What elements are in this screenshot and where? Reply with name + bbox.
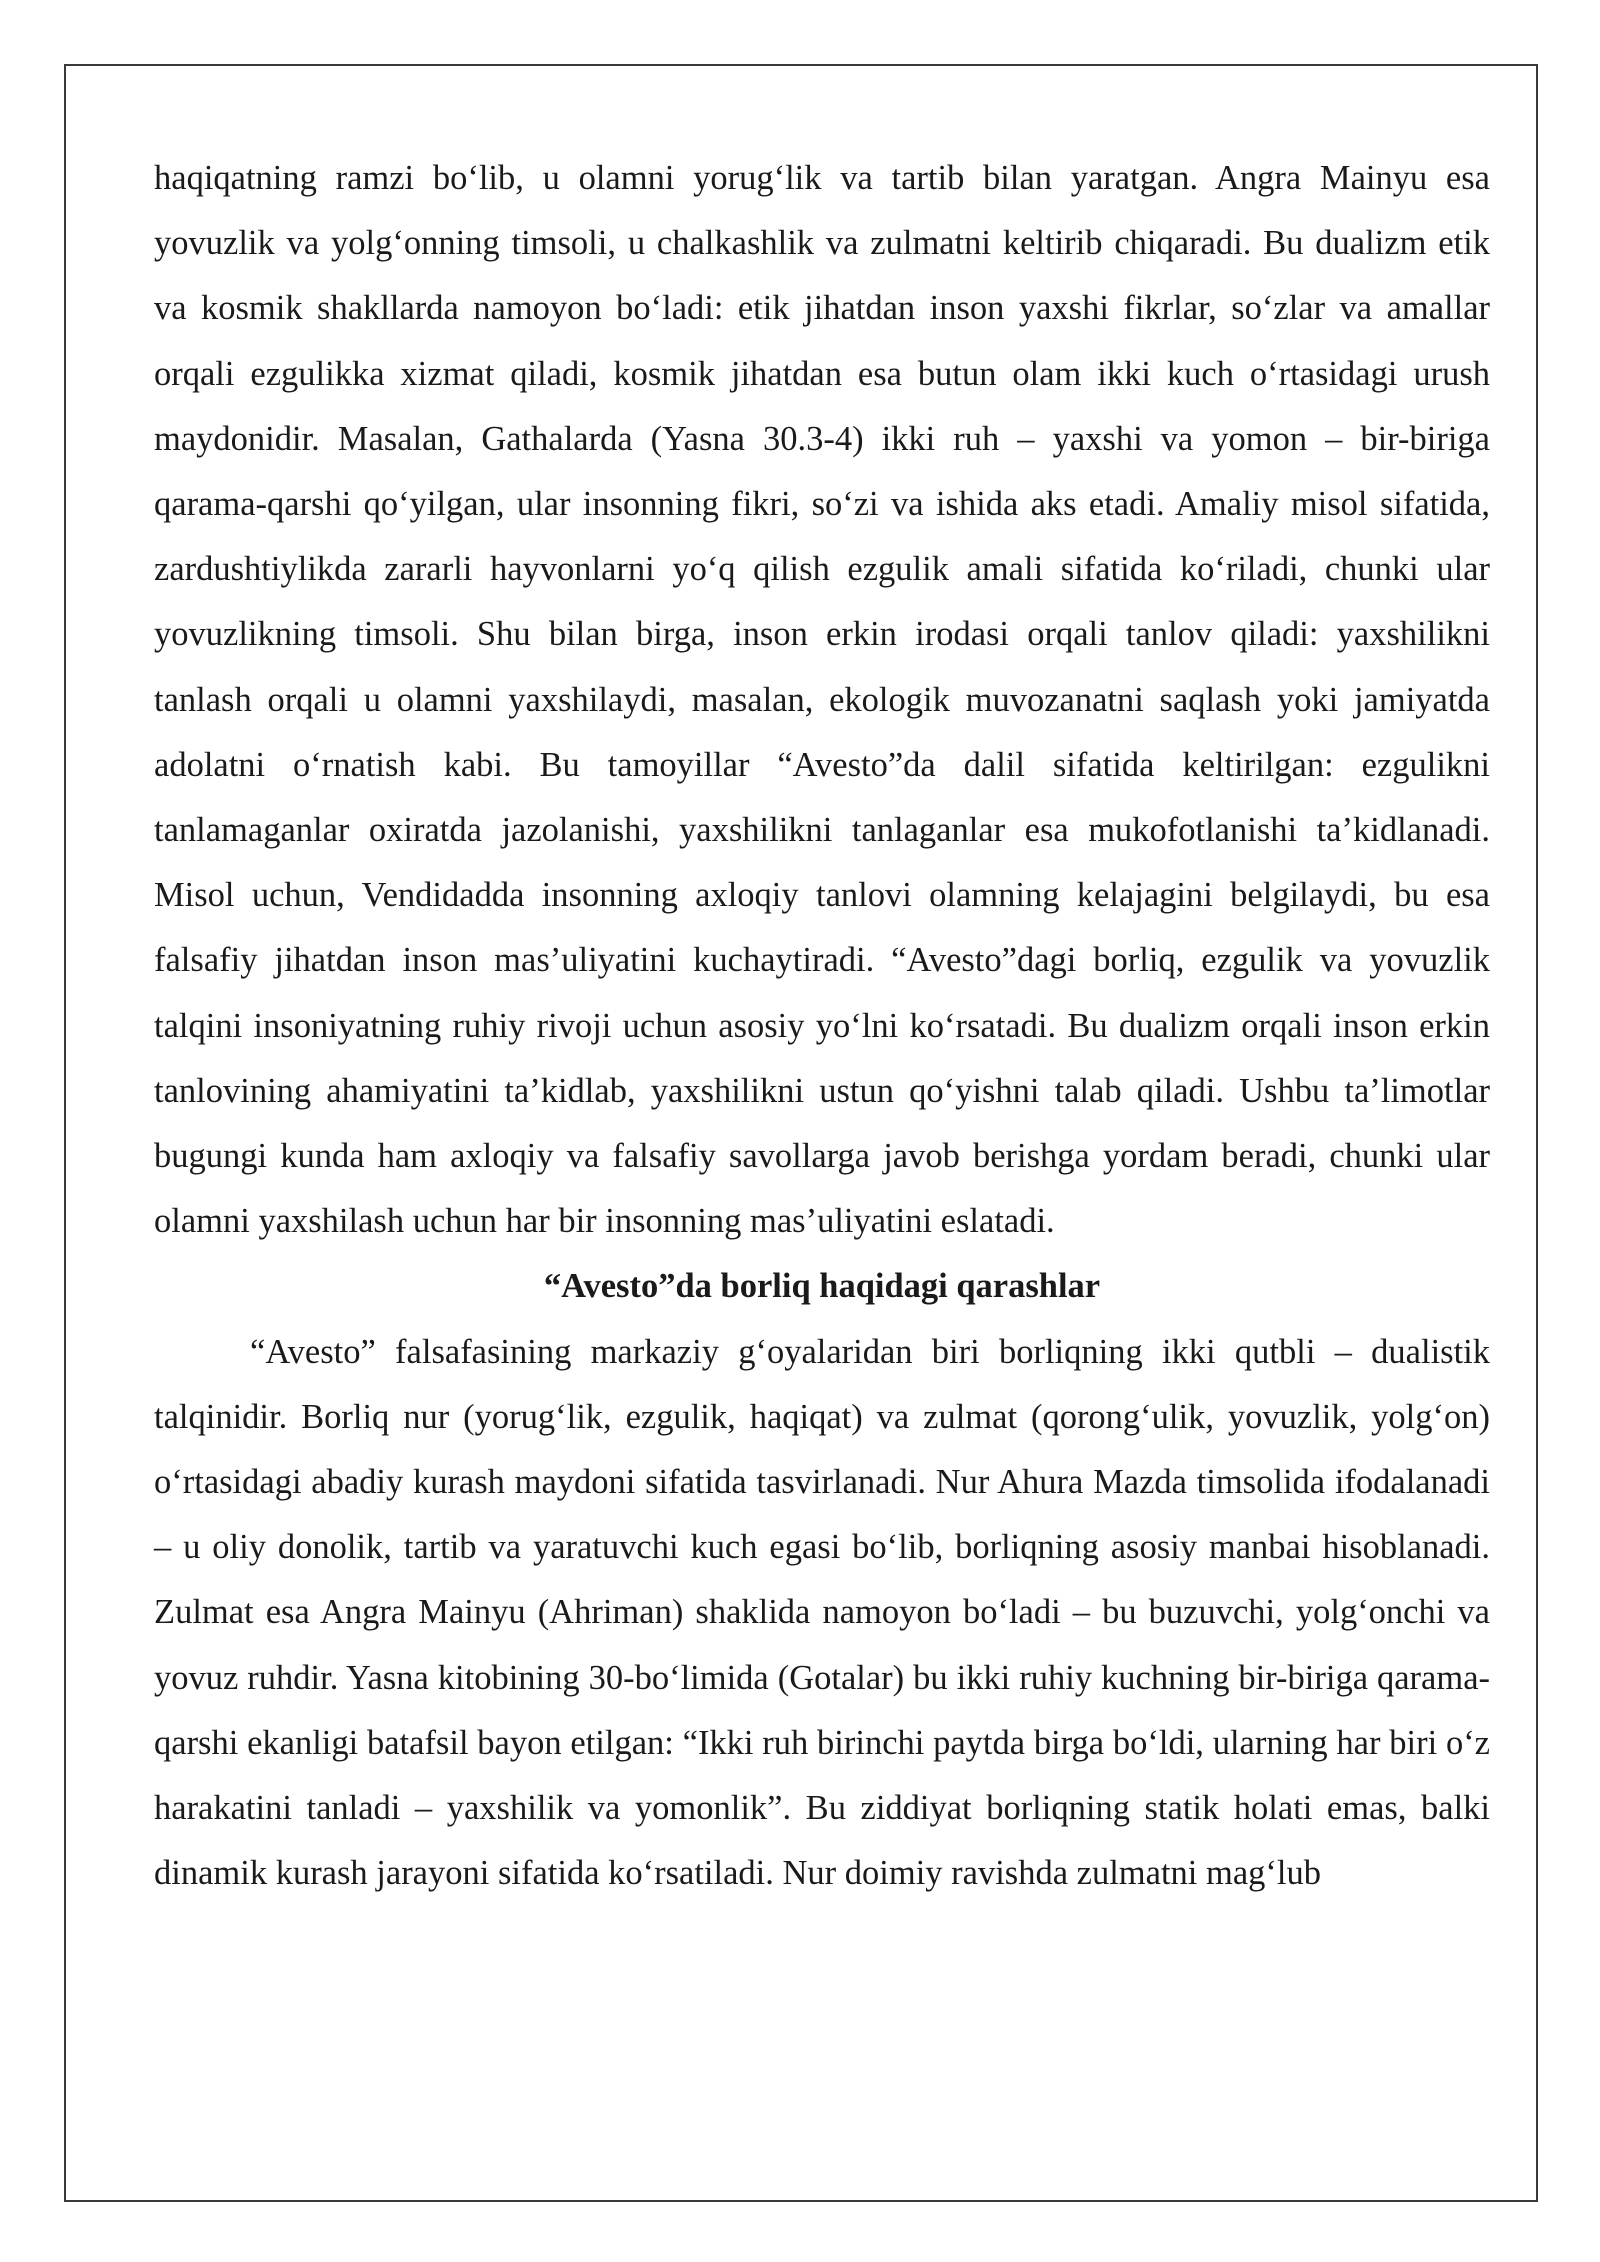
document-body [154,146,1490,1906]
paragraph-section-intro: “Avesto” falsafasining markaziy g‘oyalaridan biri borliqning ikki qutbli – dualistik talqinidir. Borliq nur (yorug‘lik, ezgulik, haqiqat) va zulmat (qorong‘ulik, yovuzlik, yolg‘on) o‘rtasidagi abadiy kurash maydoni sifatida tasvirlanadi. Nur Ahura Mazda timsolida ifodalanadi – u oliy donolik, tartib va yaratuvchi kuch egasi bo‘lib, borliqning asosiy manbai hisoblanadi. Zulmat esa Angra Mainyu (Ahriman) shaklida namoyon bo‘ladi – bu buzuvchi, yolg‘onchi va yovuz ruhdir. Yasna kitobining 30-bo‘limida (Gotalar) bu ikki ruhiy kuchning bir-biriga qarama-qarshi ekanligi batafsil bayon etilgan: “Ikki ruh birinchi paytda birga bo‘ldi, ularning har biri o‘z harakatini tanladi – yaxshilik va yomonlik”. Bu ziddiyat borliqning statik holati emas, balki dinamik kurash jarayoni sifatida ko‘rsatiladi. Nur doimiy ravishda zulmatni mag‘lub [154,1332,1490,1893]
paragraph-continued: haqiqatning ramzi bo‘lib, u olamni yorug‘lik va tartib bilan yaratgan. Angra Mainyu esa yovuzlik va yolg‘onning timsoli, u chalkashlik va zulmatni keltirib chiqaradi. Bu dualizm etik va kosmik shakllarda namoyon bo‘ladi: etik jihatdan inson yaxshi fikrlar, so‘zlar va amallar orqali ezgulikka xizmat qiladi, kosmik jihatdan esa butun olam ikki kuch o‘rtasidagi urush maydonidir. Masalan, Gathalarda (Yasna 30.3-4) ikki ruh – yaxshi va yomon – bir-biriga qarama-qarshi qo‘yilgan, ular insonning fikri, so‘zi va ishida aks etadi. Amaliy misol sifatida, zardushtiylikda zararli hayvonlarni yo‘q qilish ezgulik amali sifatida ko‘riladi, chunki ular yovuzlikning timsoli. Shu bilan birga, inson erkin irodasi orqali tanlov qiladi: yaxshilikni tanlash orqali u olamni yaxshilaydi, masalan, ekologik muvozanatni saqlash yoki jamiyatda adolatni o‘rnatish kabi. Bu tamoyillar “Avesto”da dalil sifatida keltirilgan: ezgulikni tanlamaganlar oxiratda jazolanishi, yaxshilikni tanlaganlar esa mukofotlanishi ta’kidlanadi. Misol uchun, Vendidadda insonning axloqiy tanlovi olamning kelajagini belgilaydi, bu esa falsafiy jihatdan inson mas’uliyatini kuchaytiradi. “Avesto”dagi borliq, ezgulik va yovuzlik talqini insoniyatning ruhiy rivoji uchun asosiy yo‘lni ko‘rsatadi. Bu dualizm orqali inson erkin tanlovining ahamiyatini ta’kidlab, yaxshilikni ustun qo‘yishni talab qiladi. Ushbu ta’limotlar bugungi kunda ham axloqiy va falsafiy savollarga javob berishga yordam beradi, chunki ular olamni yaxshilash uchun har bir insonning mas’uliyatini eslatadi. [154,159,1490,1241]
section-heading: “Avesto”da borliq haqidagi qarashlar [543,1267,1101,1306]
